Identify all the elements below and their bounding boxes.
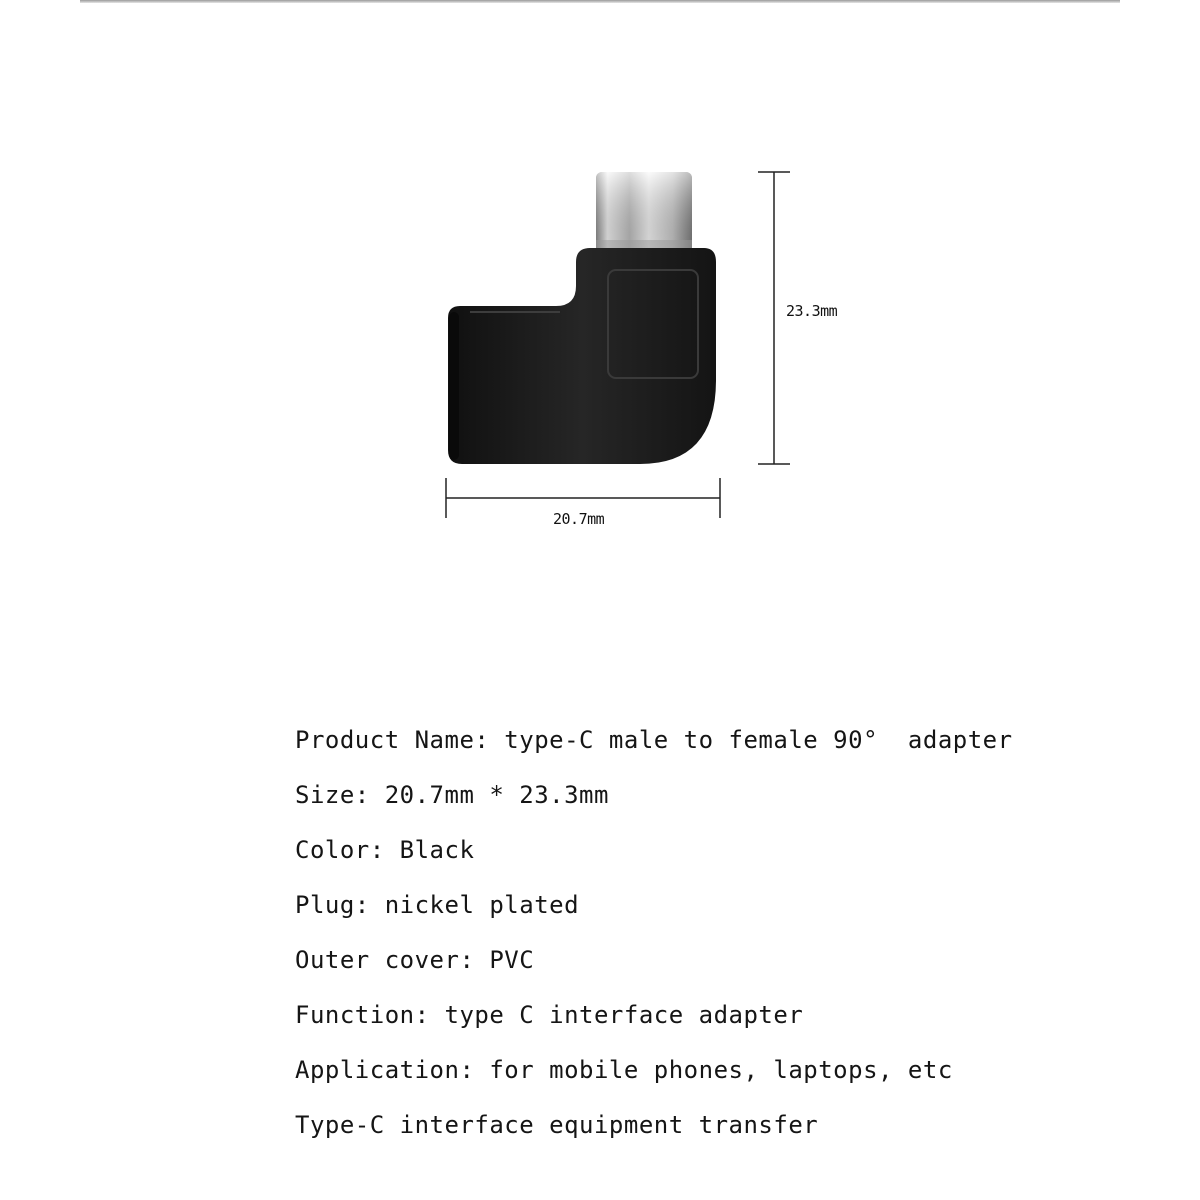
height-dimension-label: 23.3mm [786, 302, 838, 320]
spec-list [295, 722, 1155, 1162]
spec-product-name: Product Name: type-C male to female 90° adapter [295, 726, 1013, 754]
spec-size: Size: 20.7mm * 23.3mm [295, 781, 609, 809]
spec-application: Application: for mobile phones, laptops, etc [295, 1056, 953, 1084]
spec-plug: Plug: nickel plated [295, 891, 580, 919]
adapter-body [448, 248, 716, 464]
usb-c-plug [596, 172, 692, 258]
spec-color: Color: Black [295, 836, 475, 864]
width-dimension-label: 20.7mm [553, 510, 605, 528]
spec-outer-cover: Outer cover: PVC [295, 946, 535, 974]
spec-function: Function: type C interface adapter [295, 1001, 804, 1029]
spec-transfer: Type-C interface equipment transfer [295, 1111, 819, 1139]
